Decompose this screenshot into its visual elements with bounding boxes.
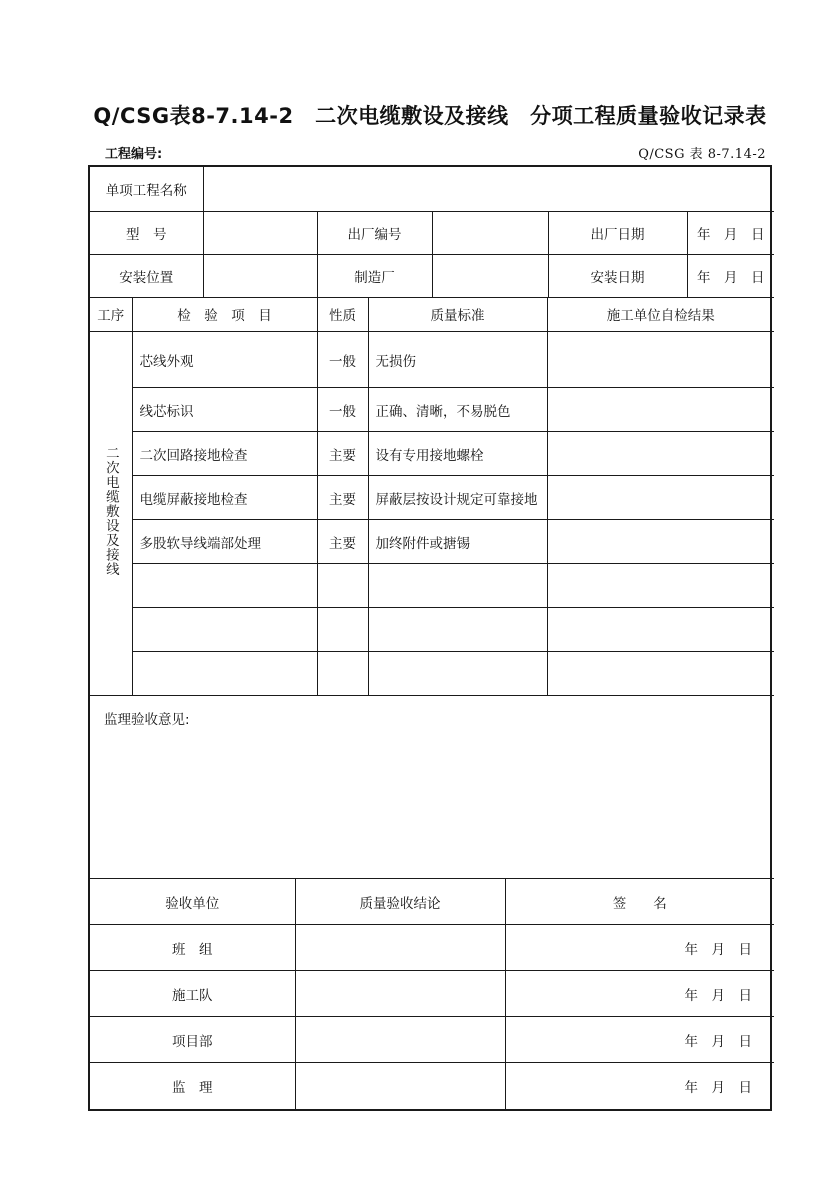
table-row — [90, 211, 774, 254]
inspection-nature: 主要 — [317, 432, 368, 476]
manufacturer-value — [432, 254, 548, 297]
install-date-value: 年 月 日 — [687, 254, 774, 297]
inspection-result — [547, 608, 774, 652]
table-row — [90, 1063, 774, 1109]
inspection-nature: 主要 — [317, 476, 368, 520]
inspection-item: 线芯标识 — [132, 388, 317, 432]
factory-number-value — [432, 211, 548, 254]
table-row — [90, 167, 774, 211]
model-label: 型 号 — [90, 211, 203, 254]
signoff-unit: 监 理 — [90, 1063, 295, 1109]
table-row — [90, 254, 774, 297]
inspection-nature — [317, 564, 368, 608]
table-row — [90, 332, 774, 388]
inspection-item — [132, 564, 317, 608]
table-row — [90, 564, 774, 608]
column-header-conclusion: 质量验收结论 — [295, 879, 505, 925]
column-header-acceptance-unit: 验收单位 — [90, 879, 295, 925]
inspection-item — [132, 652, 317, 696]
project-number-label: 工程编号: — [105, 147, 163, 162]
inspection-standard — [368, 652, 547, 696]
signoff-conclusion — [295, 1063, 505, 1109]
inspection-standard: 设有专用接地螺栓 — [368, 432, 547, 476]
subheader — [88, 143, 772, 162]
table-row — [90, 652, 774, 696]
inspection-standard: 加终附件或搪锡 — [368, 520, 547, 564]
process-name-vertical: 二次电缆敷设及接线 — [102, 446, 119, 577]
column-header-process: 工序 — [90, 298, 132, 332]
table-row — [90, 432, 774, 476]
page-title: Q/CSG表8-7.14-2 二次电缆敷设及接线 分项工程质量验收记录表 — [93, 104, 767, 128]
column-header-nature: 性质 — [317, 298, 368, 332]
inspection-result — [547, 432, 774, 476]
signoff-table — [90, 878, 774, 1109]
inspection-table — [90, 298, 774, 697]
table-row — [90, 476, 774, 520]
inspection-nature: 主要 — [317, 520, 368, 564]
table-row — [90, 1017, 774, 1063]
supervisor-opinion-label: 监理验收意见: — [104, 712, 190, 728]
unit-project-name-label: 单项工程名称 — [90, 167, 203, 211]
signoff-date: 年 月 日 — [505, 1017, 774, 1063]
install-date-label: 安装日期 — [548, 254, 687, 297]
table-row — [90, 388, 774, 432]
inspection-nature — [317, 652, 368, 696]
inspection-standard: 无损伤 — [368, 332, 547, 388]
inspection-result — [547, 476, 774, 520]
column-header-standard: 质量标准 — [368, 298, 547, 332]
inspection-standard: 屏蔽层按设计规定可靠接地 — [368, 476, 547, 520]
signoff-conclusion — [295, 971, 505, 1017]
signoff-header-row — [90, 879, 774, 925]
signoff-unit: 项目部 — [90, 1017, 295, 1063]
inspection-item: 电缆屏蔽接地检查 — [132, 476, 317, 520]
inspection-result — [547, 332, 774, 388]
inspection-item: 二次回路接地检查 — [132, 432, 317, 476]
signoff-conclusion — [295, 925, 505, 971]
form-sheet — [88, 165, 772, 1111]
column-header-item: 检 验 项 目 — [132, 298, 317, 332]
signoff-unit: 施工队 — [90, 971, 295, 1017]
inspection-standard — [368, 608, 547, 652]
supervisor-opinion-section — [90, 696, 770, 878]
signoff-unit: 班 组 — [90, 925, 295, 971]
install-position-label: 安装位置 — [90, 254, 203, 297]
column-header-signature: 签 名 — [505, 879, 774, 925]
column-header-result: 施工单位自检结果 — [547, 298, 774, 332]
inspection-item: 多股软导线端部处理 — [132, 520, 317, 564]
inspection-item: 芯线外观 — [132, 332, 317, 388]
table-row — [90, 925, 774, 971]
inspection-standard — [368, 564, 547, 608]
inspection-nature — [317, 608, 368, 652]
inspection-header-row — [90, 298, 774, 332]
process-name-cell — [90, 332, 132, 696]
install-position-value — [203, 254, 317, 297]
signoff-conclusion — [295, 1017, 505, 1063]
form-document — [88, 100, 772, 1111]
inspection-nature: 一般 — [317, 388, 368, 432]
table-row — [90, 608, 774, 652]
inspection-item — [132, 608, 317, 652]
inspection-standard: 正确、清晰，不易脱色 — [368, 388, 547, 432]
model-value — [203, 211, 317, 254]
unit-project-name-value — [203, 167, 774, 211]
basic-info-table — [90, 167, 774, 298]
table-row — [90, 971, 774, 1017]
inspection-result — [547, 564, 774, 608]
signoff-date: 年 月 日 — [505, 971, 774, 1017]
inspection-result — [547, 652, 774, 696]
signoff-date: 年 月 日 — [505, 1063, 774, 1109]
factory-number-label: 出厂编号 — [317, 211, 432, 254]
signoff-date: 年 月 日 — [505, 925, 774, 971]
inspection-result — [547, 388, 774, 432]
factory-date-value: 年 月 日 — [687, 211, 774, 254]
form-code: Q/CSG 表 8-7.14-2 — [638, 147, 766, 162]
inspection-nature: 一般 — [317, 332, 368, 388]
manufacturer-label: 制造厂 — [317, 254, 432, 297]
table-row — [90, 520, 774, 564]
factory-date-label: 出厂日期 — [548, 211, 687, 254]
inspection-result — [547, 520, 774, 564]
